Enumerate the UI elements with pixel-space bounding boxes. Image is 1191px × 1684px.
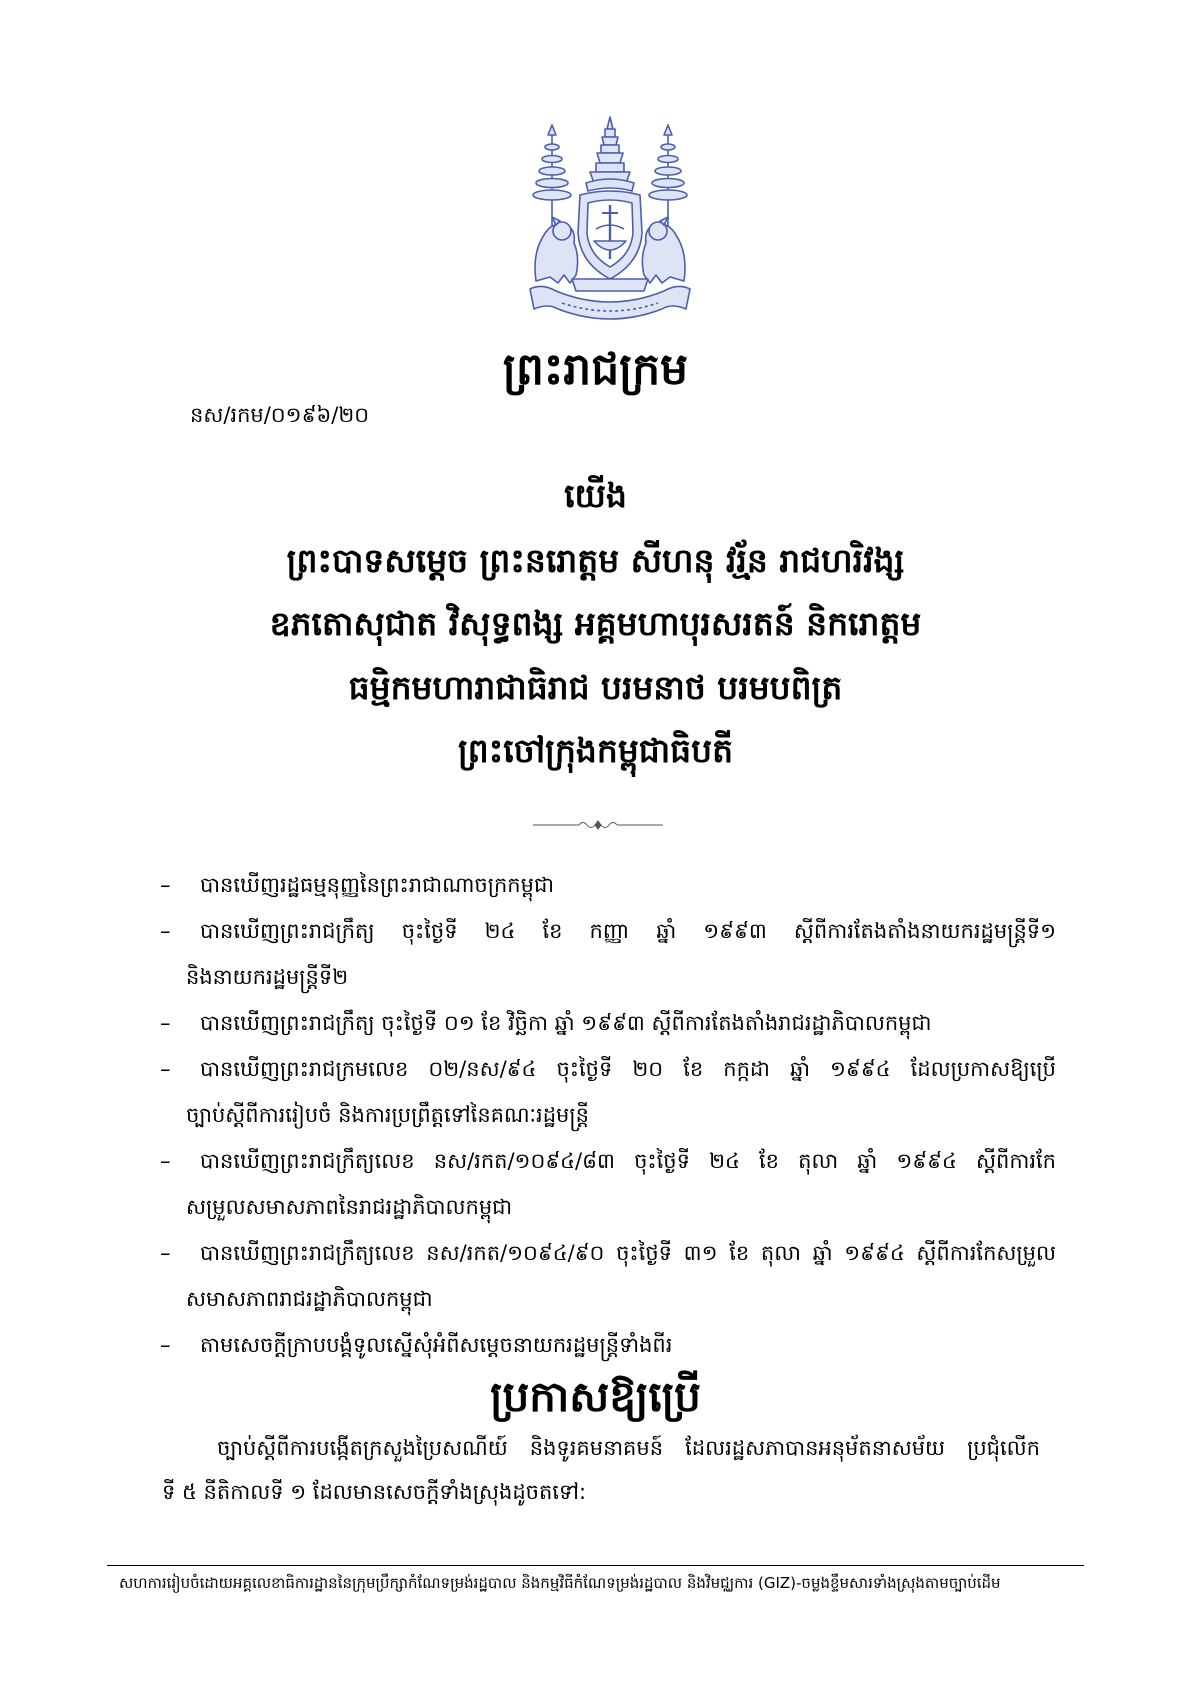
consideration-line: និងនាយករដ្ឋមន្ត្រីទី២ <box>186 965 349 989</box>
bullet-marker: – <box>160 919 171 943</box>
consideration-item <box>160 1230 1056 1322</box>
preamble-line-we: យើង <box>564 476 627 515</box>
consideration-line: បានឃើញព្រះរាជក្រឹត្យ ចុះថ្ងៃទី ០១ ខែ វិច្ឆិកា ឆ្នាំ ១៩៩៣ ស្តីពីការតែងតាំងរាជរដ្ឋាភិបាលកម្ពុជា <box>200 1011 932 1035</box>
promulgation-heading: ប្រកាសឱ្យប្រើ <box>490 1372 701 1421</box>
preamble-line-honorifics: ធម្មិកមហារាជាធិរាជ បរមនាថ បរមបពិត្រ <box>348 668 843 707</box>
promulgation-line: ច្បាប់ស្តីពីការបង្កើតក្រសួងប្រៃសណីយ៍ និងទូរគមនាគមន៍ ដែលរដ្ឋសភាបានអនុម័តនាសម័យ ប្រជុំលើក <box>217 1436 1040 1460</box>
footer-divider <box>107 1565 1084 1566</box>
royal-coat-of-arms-emblem <box>522 113 698 329</box>
bullet-marker: – <box>160 1333 171 1357</box>
promulgation-paragraph <box>160 1426 1040 1514</box>
consideration-item <box>160 862 1056 908</box>
consideration-line: តាមសេចក្តីក្រាបបង្គំទូលស្នើសុំអំពីសម្តេចនាយករដ្ឋមន្ត្រីទាំងពីរ <box>200 1333 673 1357</box>
bullet-marker: – <box>160 1149 171 1173</box>
consideration-line: បានឃើញព្រះរាជក្រឹត្យលេខ នស/រកត/១០៩៤/៩០ ចុះថ្ងៃទី ៣១ ខែ តុលា ឆ្នាំ ១៩៩៤ ស្តីពីការកែសម្រួល <box>200 1241 1056 1265</box>
consideration-item <box>160 1138 1056 1230</box>
preamble-line-titles: ឧភតោសុជាត វិសុទ្ធពង្ស អគ្គមហាបុរសរតន៍ និករោត្តម <box>269 604 922 643</box>
preamble-line-sovereign: ព្រះចៅក្រុងកម្ពុជាធិបតី <box>457 731 734 770</box>
footer-note: សហការរៀបចំដោយអគ្គលេខាធិការដ្ឋាននៃក្រុមប្រឹក្សាកំណែទម្រង់រដ្ឋបាល និងកម្មវិធីកំណែទម្រង់រដ្ឋបាល និងវិមជ្ឈការ (GIZ)-ចម្លងខ្ទឹមសារទាំងស្រុងតាមច្បាប់ដើម <box>119 1574 1001 1592</box>
consideration-item <box>160 1046 1056 1138</box>
bullet-marker: – <box>160 873 171 897</box>
bullet-marker: – <box>160 1057 171 1081</box>
promulgation-line: ទី ៥ នីតិកាលទី ១ ដែលមានសេចក្តីទាំងស្រុងដូចតទៅ: <box>162 1480 587 1504</box>
decree-body <box>160 862 1056 1514</box>
consideration-line: សមាសភាពរាជរដ្ឋាភិបាលកម្ពុជា <box>186 1287 433 1311</box>
consideration-line: បានឃើញព្រះរាជក្រឹត្យ ចុះថ្ងៃទី ២៤ ខែ កញ្ញា ឆ្នាំ ១៩៩៣ ស្តីពីការតែងតាំងនាយករដ្ឋមន្ត្រីទី១ <box>200 919 1056 943</box>
consideration-line: បានឃើញរដ្ឋធម្មនុញ្ញនៃព្រះរាជាណាចក្រកម្ពុជា <box>200 873 554 897</box>
ornamental-divider-icon <box>533 818 663 832</box>
consideration-item <box>160 1000 1056 1046</box>
consideration-line: បានឃើញព្រះរាជក្រមលេខ ០២/នស/៩៤ ចុះថ្ងៃទី ២០ ខែ កក្កដា ឆ្នាំ ១៩៩៤ ដែលប្រកាសឱ្យប្រើ <box>200 1057 1056 1081</box>
consideration-line: សម្រួលសមាសភាពនៃរាជរដ្ឋាភិបាលកម្ពុជា <box>186 1195 513 1219</box>
bullet-marker: – <box>160 1241 171 1265</box>
reference-number: នស/រកម/០១៩៦/២០ <box>190 403 370 427</box>
decree-title: ព្រះរាជក្រម <box>502 344 689 395</box>
bullet-marker: – <box>160 1011 171 1035</box>
consideration-item <box>160 1322 1056 1368</box>
preamble-line-king-name: ព្រះបាទសម្តេច ព្រះនរោត្តម សីហនុ វរ្ម័ន រាជហរិវង្ស <box>286 541 905 580</box>
consideration-line: បានឃើញព្រះរាជក្រឹត្យលេខ នស/រកត/១០៩៤/៨៣ ចុះថ្ងៃទី ២៤ ខែ តុលា ឆ្នាំ ១៩៩៤ ស្តីពីការកែ <box>200 1149 1056 1173</box>
consideration-line: ច្បាប់ស្តីពីការរៀបចំ និងការប្រព្រឹត្តទៅនៃគណៈរដ្ឋមន្ត្រី <box>186 1103 589 1127</box>
consideration-item <box>160 908 1056 1000</box>
